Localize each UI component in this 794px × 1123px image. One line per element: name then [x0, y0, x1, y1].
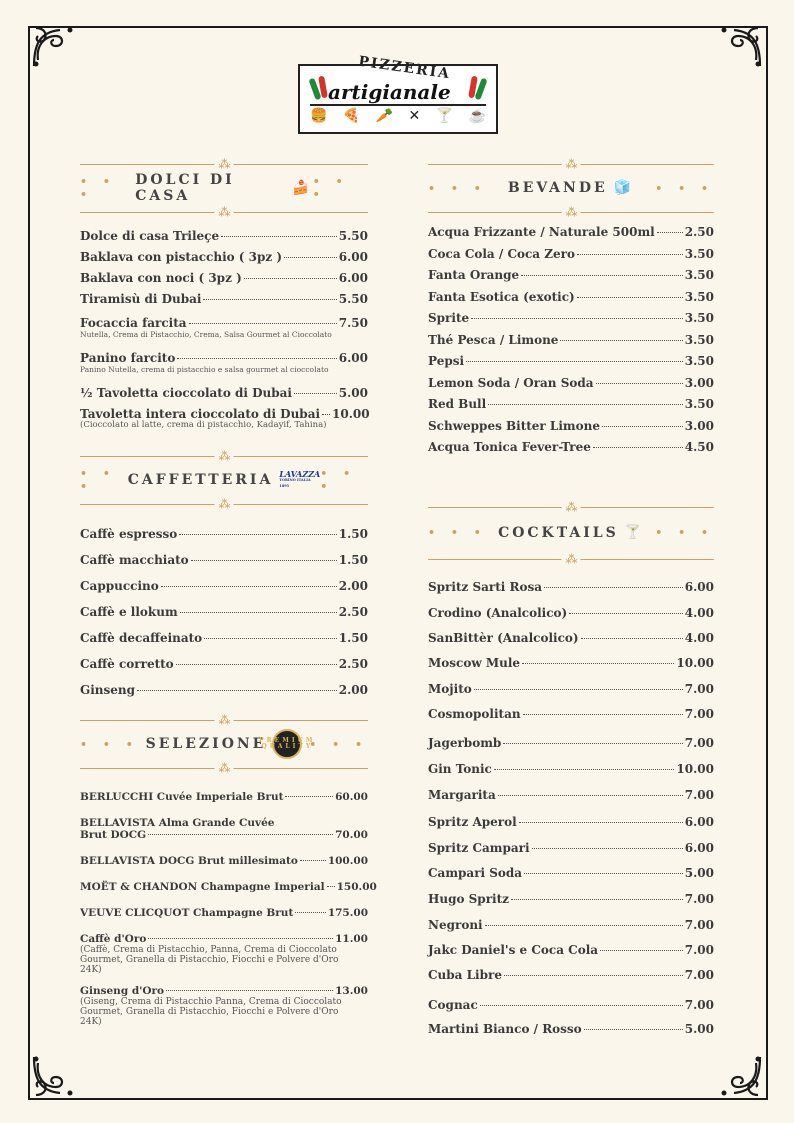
premium-quality-badge: PREMIUM QUALITY: [272, 729, 302, 759]
cocktail-glass-icon: 🍸: [624, 525, 644, 540]
drinks-bucket-icon: 🧊: [613, 180, 635, 196]
menu-item: Acqua Frizzante / Naturale 500ml 2.50: [428, 225, 714, 239]
item-description: Panino Nutella, crema di pistacchio e salsa gourmet al cioccolato: [80, 365, 329, 374]
menu-item: Dolce di casa Trileçe 5.50: [80, 229, 368, 243]
menu-item: BERLUCCHI Cuvée Imperiale Brut 60.00: [80, 791, 368, 803]
menu-item: BELLAVISTA Alma Grande Cuvée Brut DOCG 70.00: [80, 817, 368, 841]
logo-icons: [310, 108, 486, 124]
menu-item: VEUVE CLICQUOT Champagne Brut 175.00: [80, 907, 368, 919]
pizzeria-logo: [298, 53, 498, 134]
cocktails-list: [428, 580, 714, 1046]
bevande-list: [428, 225, 714, 462]
logo-script: artigianale: [328, 80, 451, 104]
menu-item: Baklava con noci ( 3pz ) 6.00: [80, 271, 368, 285]
divider: ⁂: [80, 495, 368, 513]
right-column: [428, 155, 714, 1046]
section-header-selezione: • • • SELEZIONE PREMIUM QUALITY • • •: [80, 729, 368, 759]
menu-item: ½ Tavoletta cioccolato di Dubai 5.00: [80, 386, 368, 400]
divider: ⁂: [80, 759, 368, 777]
menu-item: Cognac 7.00: [428, 997, 714, 1012]
section-title: CAFFETTERIA: [127, 472, 274, 488]
divider: ⁂: [80, 711, 368, 729]
pizza-icon: 🍕: [342, 108, 361, 124]
menu-item: Pepsi 3.50: [428, 354, 714, 368]
menu-item: Spritz Sarti Rosa 6.00: [428, 579, 714, 594]
menu-item: Baklava con pistacchio ( 3pz ) 6.00: [80, 250, 368, 264]
menu-item: Martini Bianco / Rosso 5.00: [428, 1021, 714, 1036]
divider: ⁂: [428, 155, 714, 173]
menu-item: Tavoletta intera cioccolato di Dubai 10.00 (Cioccolato al latte, crema di pistacchio, Kadayif, Tahina): [80, 407, 370, 430]
divider: ⁂: [428, 203, 714, 221]
menu-item: Tiramisù di Dubai 5.50: [80, 292, 368, 306]
corner-ornament-icon: [718, 24, 764, 70]
menu-item: Ginseng d'Oro 13.00 (Giseng, Crema di Pistacchio Panna, Crema di Cioccolato Gourmet, Granella di Pistacchio, Fiocchi e Polvere d'Oro 24K): [80, 985, 368, 1027]
menu-item: Fanta Esotica (exotic) 3.50: [428, 289, 714, 304]
menu-item: Fanta Orange 3.50: [428, 268, 714, 282]
menu-item: Coca Cola / Coca Zero 3.50: [428, 246, 714, 261]
caffetteria-list: [80, 527, 368, 709]
menu-item: Ginseng 2.00: [80, 683, 368, 697]
menu-item: Mojito 7.00: [428, 681, 714, 696]
menu-item: Spritz Aperol 6.00: [428, 814, 714, 829]
menu-item: Hugo Spritz 7.00: [428, 891, 714, 906]
coffee-icon: ☕: [468, 108, 486, 124]
menu-item: BELLAVISTA DOCG Brut millesimato 100.00: [80, 855, 368, 867]
section-title: DOLCI DI CASA: [135, 172, 235, 204]
menu-item: Spritz Campari 6.00: [428, 840, 714, 855]
dolci-list: [80, 229, 368, 443]
logo-title: PIZZERIA: [357, 53, 452, 83]
menu-item: MOËT & CHANDON Champagne Imperial 150.00: [80, 881, 377, 893]
section-title: SELEZIONE: [145, 736, 267, 752]
section-title: BEVANDE: [507, 180, 608, 196]
item-description: (Giseng, Crema di Pistacchio Panna, Crema di Cioccolato Gourmet, Granella di Pistacchio, Fiocchi e Polvere d'Oro 24K): [80, 997, 342, 1027]
divider: ⁂: [428, 550, 714, 568]
menu-item: Cuba Libre 7.00: [428, 967, 714, 982]
menu-item: Thé Pesca / Limone 3.50: [428, 332, 714, 347]
menu-item: Red Bull 3.50: [428, 397, 714, 411]
menu-item: Sprite 3.50: [428, 311, 714, 325]
menu-item: SanBittèr (Analcolico) 4.00: [428, 630, 714, 645]
logo-underline: [310, 104, 486, 106]
menu-item: Cappuccino 2.00: [80, 579, 368, 593]
left-column: [80, 155, 377, 1035]
menu-item: Campari Soda 5.00: [428, 865, 714, 880]
menu-item: Cosmopolitan 7.00: [428, 706, 714, 721]
menu-item: Jagerbomb 7.00: [428, 735, 714, 750]
lavazza-logo: LAVAZZA TORINO ITALIA 1895: [279, 469, 321, 488]
menu-item: Acqua Tonica Fever-Tree 4.50: [428, 440, 714, 454]
menu-item: Schweppes Bitter Limone 3.00: [428, 418, 714, 433]
item-description: Nutella, Crema di Pistacchio, Crema, Salsa Gourmet al Cioccolato: [80, 330, 332, 339]
menu-item: Caffè espresso 1.50: [80, 527, 368, 541]
dessert-icon: 🍰: [292, 180, 313, 196]
divider: ⁂: [80, 447, 368, 465]
menu-item: Moscow Mule 10.00: [428, 655, 714, 670]
menu-item: Focaccia farcita 7.50 Nutella, Crema di Pistacchio, Crema, Salsa Gourmet al Cioccolato: [80, 316, 368, 339]
menu-item: Crodino (Analcolico) 4.00: [428, 605, 714, 620]
section-header-bevande: • • • BEVANDE 🧊 • • •: [428, 180, 714, 196]
divider: ⁂: [428, 498, 714, 516]
divider: ⁂: [80, 155, 368, 173]
menu-item: Caffè macchiato 1.50: [80, 553, 368, 567]
cutlery-icon: ✕: [408, 108, 421, 124]
divider: ⁂: [80, 203, 368, 221]
menu-item: Caffè corretto 2.50: [80, 657, 368, 671]
item-description: (Cioccolato al latte, crema di pistacchio, Kadayif, Tahina): [80, 420, 327, 430]
corner-ornament-icon: [30, 1053, 76, 1099]
menu-item: Caffè decaffeinato 1.50: [80, 631, 368, 645]
section-header-dolci: • • • DOLCI DI CASA 🍰 • • •: [80, 172, 349, 204]
menu-item: Jakc Daniel's e Coca Cola 7.00: [428, 942, 714, 957]
menu-item: Caffè d'Oro 11.00 (Caffè, Crema di Pistacchio, Panna, Crema di Cioccolato Gourmet, Granella di Pistacchio, Fiocchi e Polvere d'Oro 24K): [80, 933, 368, 975]
section-header-cocktails: • • • COCKTAILS 🍸 • • •: [428, 524, 714, 541]
cocktail-icon: 🍸: [435, 108, 454, 124]
menu-item: Gin Tonic 10.00: [428, 761, 714, 776]
section-header-caffetteria: • • • CAFFETTERIA LAVAZZA TORINO ITALIA 1895 • • •: [80, 467, 357, 493]
menu-item: Margarita 7.00: [428, 787, 714, 802]
menu-item: Caffè e llokum 2.50: [80, 605, 368, 619]
corner-ornament-icon: [718, 1053, 764, 1099]
section-title: COCKTAILS: [498, 524, 619, 541]
menu-item: Negroni 7.00: [428, 917, 714, 932]
carrot-icon: 🥕: [375, 108, 394, 124]
item-description: (Caffè, Crema di Pistacchio, Panna, Crema di Cioccolato Gourmet, Granella di Pistacchio, Fiocchi e Polvere d'Oro 24K): [80, 945, 339, 975]
selezione-list: [80, 791, 377, 1035]
corner-ornament-icon: [30, 24, 76, 70]
menu-item: Panino farcito 6.00 Panino Nutella, crema di pistacchio e salsa gourmet al cioccolato: [80, 351, 368, 374]
burger-icon: 🍔: [310, 108, 328, 124]
menu-item: Lemon Soda / Oran Soda 3.00: [428, 375, 714, 390]
